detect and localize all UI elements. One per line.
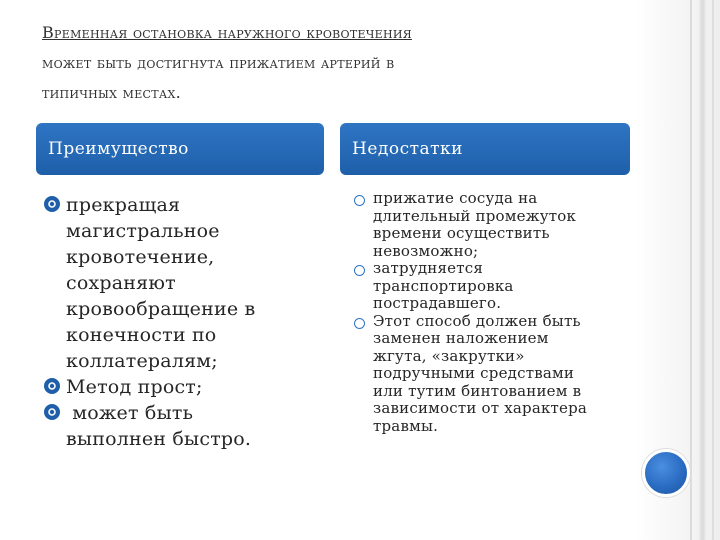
line: невозможно; (373, 241, 479, 260)
line: заменен наложением (373, 329, 549, 347)
bullet-icon (44, 196, 60, 212)
bullet-icon (44, 404, 60, 420)
line: подручными средствами (373, 364, 575, 382)
list-item (352, 190, 632, 260)
line: зависимости от характера (373, 399, 588, 417)
list-item (352, 313, 632, 436)
list-item (44, 400, 324, 452)
line: пострадавшего. (373, 294, 502, 312)
line: времени осуществить (373, 224, 550, 242)
line: транспортировка (373, 276, 514, 295)
line: коллатералям; (66, 350, 218, 372)
line: длительный промежуток (373, 206, 577, 225)
disadvantages-list (352, 190, 632, 435)
list-item (352, 260, 632, 313)
line: магистральное (66, 220, 220, 242)
bullet-icon (354, 265, 365, 276)
line: сохраняют (66, 272, 176, 294)
line: прекращая (66, 194, 181, 216)
decorative-circle (642, 449, 690, 497)
title-line-2: может быть достигнута прижатием артерий в (42, 53, 395, 72)
line: затрудняется (373, 259, 483, 277)
line: жгута, «закрутки» (373, 346, 525, 365)
slide-title (42, 18, 642, 108)
line: кровотечение, (66, 246, 215, 268)
line: конечности по (66, 324, 217, 346)
bullet-icon (44, 378, 60, 394)
list-item (44, 192, 324, 374)
bullet-icon (354, 195, 365, 206)
line: выполнен быстро. (66, 428, 252, 450)
list-item (44, 374, 324, 400)
line: прижатие сосуда на (373, 189, 538, 207)
decorative-rail (698, 0, 707, 540)
line: Этот способ должен быть (373, 311, 581, 330)
line: или тутим бинтованием в (373, 381, 582, 400)
disadvantages-header: Недостатки (340, 123, 630, 175)
line: кровообращение в (66, 298, 256, 320)
decorative-rail (690, 0, 692, 540)
line: Метод прост; (66, 376, 203, 398)
line: может быть (66, 402, 194, 424)
title-line-1: Временная остановка наружного кровотечения (42, 23, 412, 42)
advantages-header: Преимущество (36, 123, 324, 175)
advantages-list (44, 192, 324, 452)
decorative-rail (712, 0, 714, 540)
line: травмы. (373, 416, 439, 435)
title-line-3: типичных местах. (42, 83, 182, 102)
bullet-icon (354, 318, 365, 329)
